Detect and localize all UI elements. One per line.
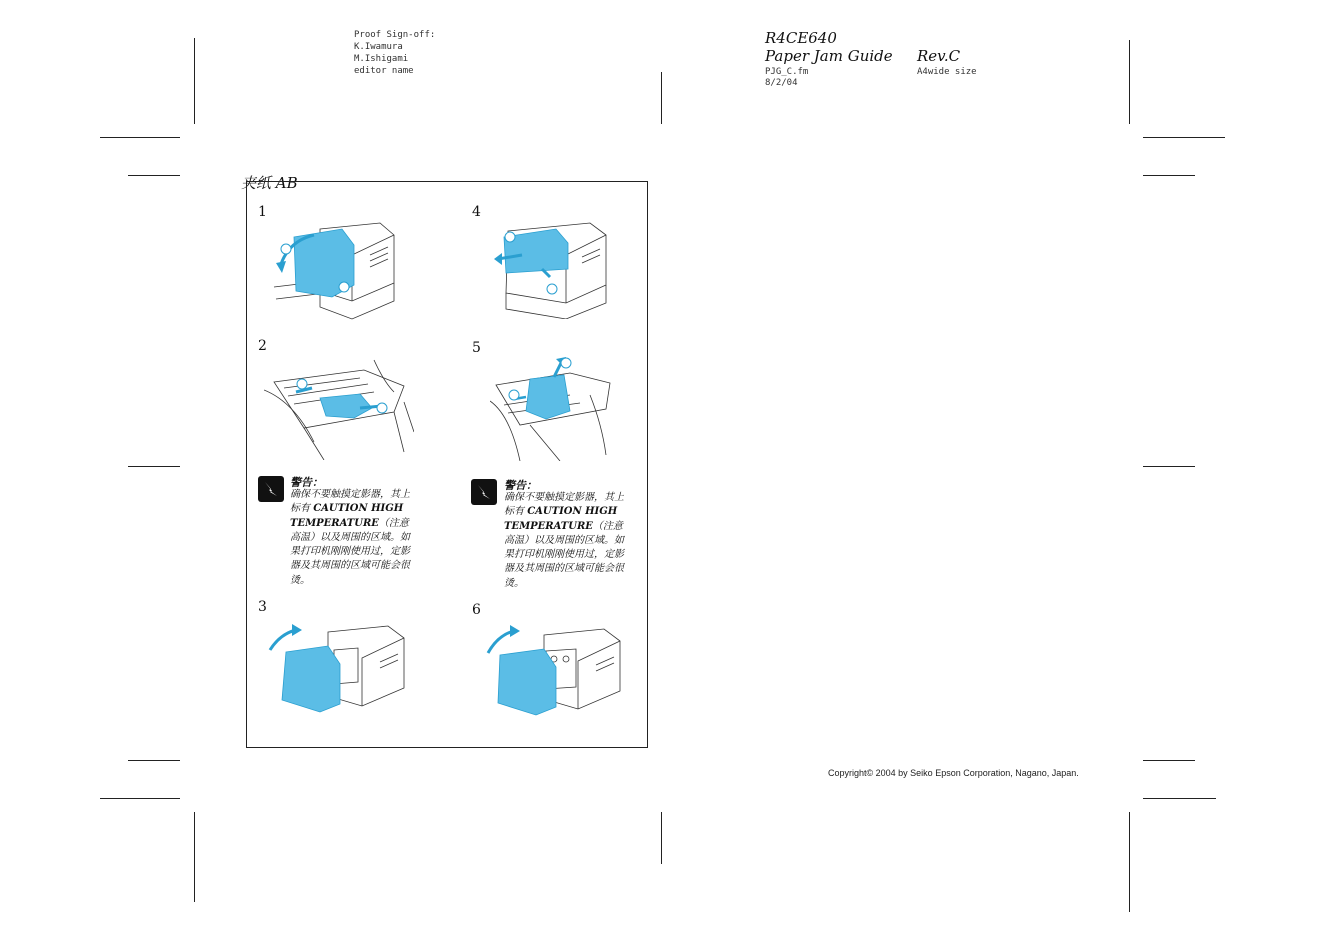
- proof-name: M.Ishigami: [354, 54, 409, 64]
- step4-illustration: [492, 215, 614, 319]
- crop-mark: [194, 38, 195, 124]
- proof-heading: Proof Sign-off:: [354, 30, 436, 40]
- step-number: 2: [258, 338, 267, 354]
- step-number: 1: [258, 204, 267, 220]
- warning-title: 警告：: [504, 479, 537, 492]
- step-number: 6: [472, 602, 481, 618]
- step-number: 3: [258, 599, 267, 615]
- step6-illustration: [484, 625, 624, 717]
- warning-emphasis: CAUTION HIGH TEMPERATURE: [504, 506, 618, 532]
- section-title: 夹纸 AB: [241, 174, 298, 192]
- step2-illustration: [264, 352, 414, 460]
- doc-date: 8/2/04: [765, 78, 798, 88]
- warning-title: 警告：: [290, 476, 323, 489]
- copyright-notice: Copyright© 2004 by Seiko Epson Corporation, Nagano, Japan.: [828, 768, 1079, 778]
- crop-mark: [128, 760, 180, 761]
- crop-mark: [100, 137, 180, 138]
- proof-signoff: [354, 29, 435, 77]
- crop-mark: [1143, 137, 1225, 138]
- warning-body: 确保不要触摸定影器，其上标有 CAUTION HIGH TEMPERATURE（注意高温）以及周围的区域。如果打印机刚刚使用过，定影器及其周围的区域可能会很烫。: [504, 492, 624, 589]
- crop-mark: [1143, 798, 1216, 799]
- crop-mark: [661, 72, 662, 124]
- step3-illustration: [268, 622, 408, 714]
- warning-icon: [258, 476, 284, 502]
- crop-mark: [1143, 175, 1195, 176]
- crop-mark: [1143, 466, 1195, 467]
- step-number: 4: [472, 204, 481, 220]
- proof-name: editor name: [354, 66, 414, 76]
- doc-rev: Rev.C: [917, 47, 961, 65]
- crop-mark: [194, 812, 195, 902]
- step5-illustration: [490, 355, 614, 461]
- crop-mark: [1143, 760, 1195, 761]
- warning-emphasis: CAUTION HIGH TEMPERATURE: [290, 503, 404, 529]
- crop-mark: [1129, 812, 1130, 912]
- crop-mark: [661, 812, 662, 864]
- warning-icon: [471, 479, 497, 505]
- crop-mark: [1129, 40, 1130, 124]
- crop-mark: [128, 466, 180, 467]
- step-number: 5: [472, 340, 481, 356]
- crop-mark: [128, 175, 180, 176]
- warning-body: 确保不要触摸定影器，其上标有 CAUTION HIGH TEMPERATURE（注意高温）以及周围的区域。如果打印机刚刚使用过，定影器及其周围的区域可能会很烫。: [290, 489, 410, 586]
- doc-file: PJG_C.fm: [765, 67, 809, 77]
- doc-size: A4wide size: [917, 67, 977, 77]
- proof-name: K.Iwamura: [354, 42, 403, 52]
- crop-mark: [100, 798, 180, 799]
- doc-code: R4CE640: [765, 29, 837, 47]
- doc-title: Paper Jam Guide: [765, 47, 893, 65]
- step1-illustration: [272, 215, 402, 327]
